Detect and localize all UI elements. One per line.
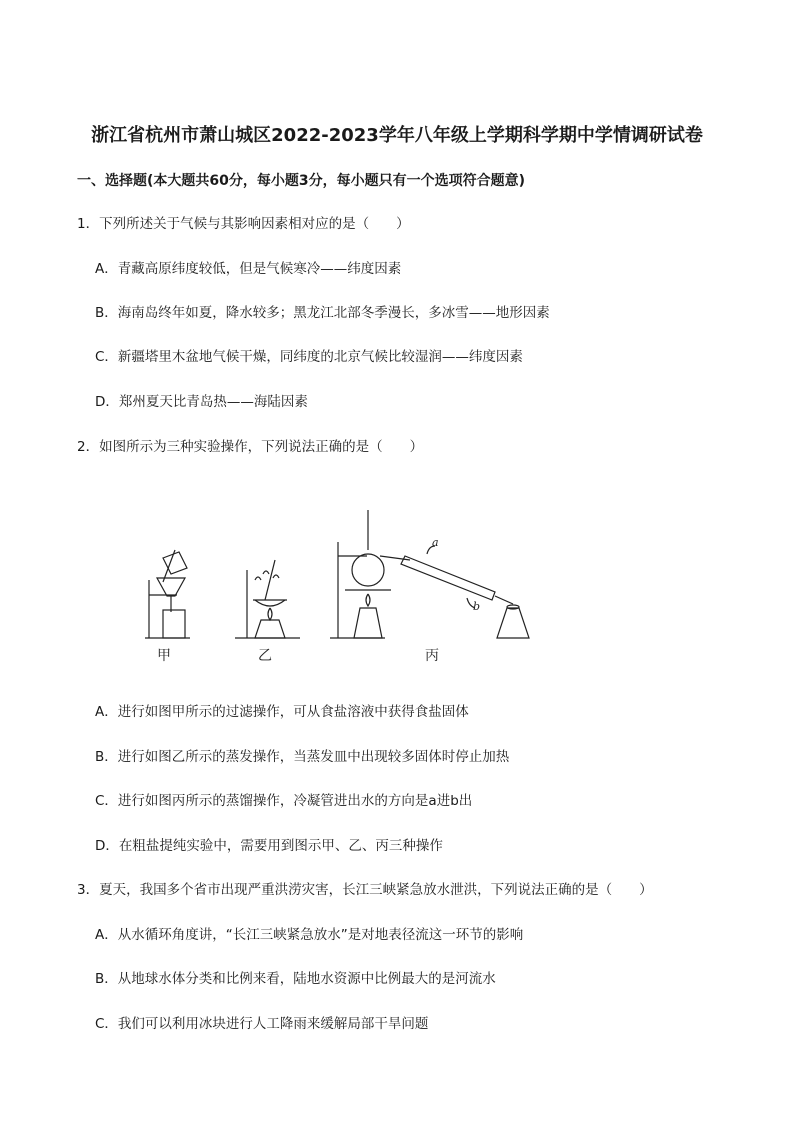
section-heading: 一、选择题(本大题共60分，每小题3分，每小题只有一个选项符合题意) [77,173,526,189]
figure-label-jia: 甲 [157,648,171,664]
question-1-option-b: B．海南岛终年如夏，降水较多；黑龙江北部冬季漫长，多冰雪——地形因素 [95,305,550,321]
question-1-option-d: D．郑州夏天比青岛热——海陆因素 [95,394,308,410]
question-3-option-c: C．我们可以利用冰块进行人工降雨来缓解局部干旱问题 [95,1016,429,1032]
lab-apparatus-figure [135,500,535,670]
question-3-stem: 3．夏天，我国多个省市出现严重洪涝灾害，长江三峡紧急放水泄洪，下列说法正确的是（ ） [77,882,653,898]
question-2-option-c: C．进行如图丙所示的蒸馏操作，冷凝管进出水的方向是a进b出 [95,793,473,809]
question-2-stem: 2．如图所示为三种实验操作，下列说法正确的是（ ） [77,439,424,455]
condenser-mark-a: a [432,536,439,549]
filtration-apparatus [145,550,190,638]
question-1-stem: 1．下列所述关于气候与其影响因素相对应的是（ ） [77,216,410,232]
question-2-option-d: D．在粗盐提纯实验中，需要用到图示甲、乙、丙三种操作 [95,838,443,854]
question-2-option-a: A．进行如图甲所示的过滤操作，可从食盐溶液中获得食盐固体 [95,704,469,720]
distillation-apparatus [330,510,529,638]
question-1-option-c: C．新疆塔里木盆地气候干燥，同纬度的北京气候比较湿润——纬度因素 [95,349,523,365]
question-1-option-a: A．青藏高原纬度较低，但是气候寒冷——纬度因素 [95,261,402,277]
figure-label-bing: 丙 [425,648,439,664]
question-3-option-b: B．从地球水体分类和比例来看，陆地水资源中比例最大的是河流水 [95,971,496,987]
question-2-option-b: B．进行如图乙所示的蒸发操作，当蒸发皿中出现较多固体时停止加热 [95,749,510,765]
page-title: 浙江省杭州市萧山城区2022-2023学年八年级上学期科学期中学情调研试卷 [91,125,703,146]
condenser-mark-b: b [473,600,481,613]
figure-label-yi: 乙 [258,648,272,664]
question-3-option-a: A．从水循环角度讲，“长江三峡紧急放水”是对地表径流这一环节的影响 [95,927,524,943]
evaporation-apparatus [235,560,300,638]
